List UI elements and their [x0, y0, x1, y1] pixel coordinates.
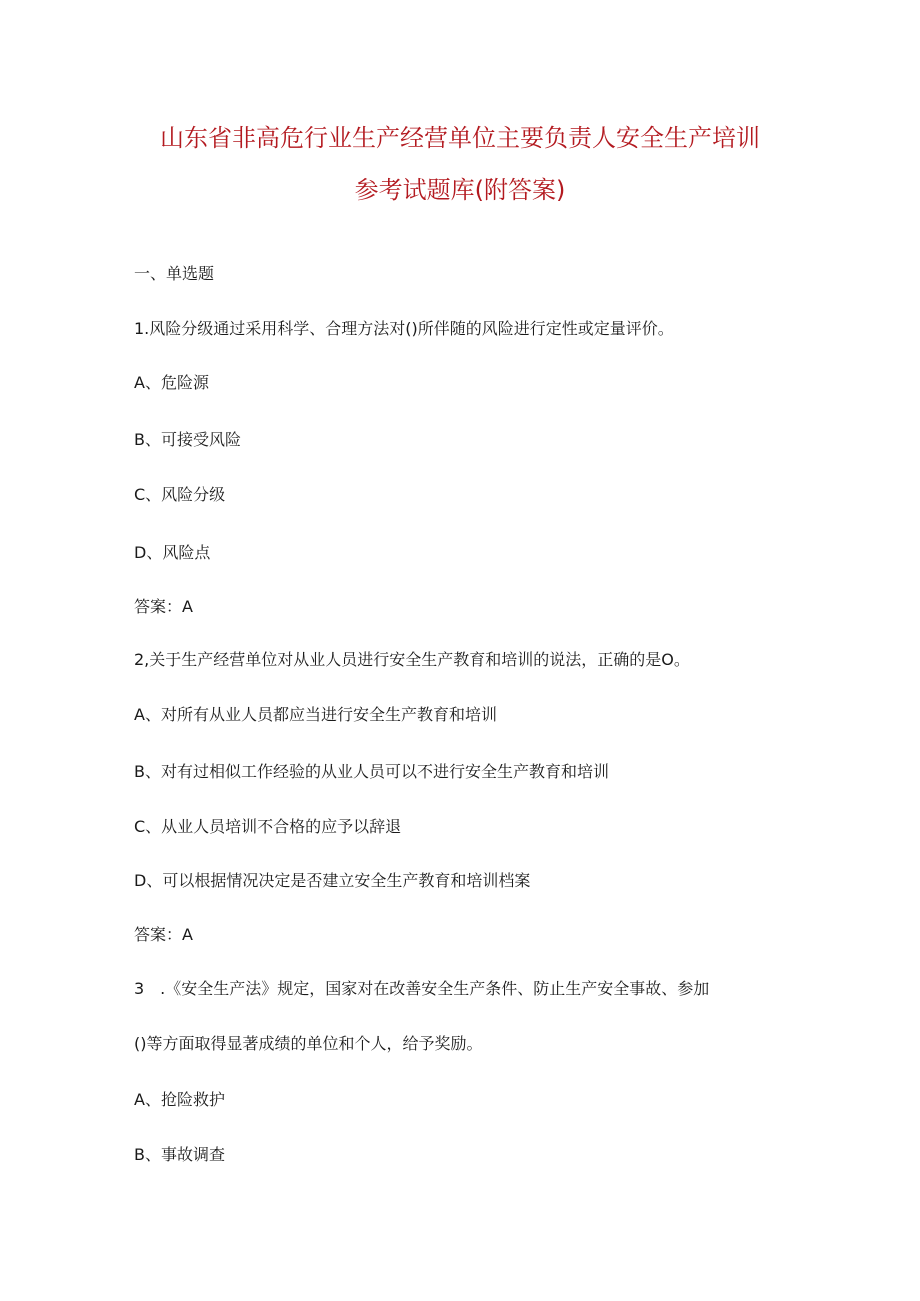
question-2-option-a: A、对所有从业人员都应当进行安全生产教育和培训: [134, 705, 497, 724]
document-title-line-2: 参考试题库(附答案): [354, 176, 566, 204]
question-2-answer: 答案：A: [134, 925, 193, 944]
question-3-stem-line-2: ()等方面取得显著成绩的单位和个人，给予奖励。: [134, 1034, 483, 1053]
question-1-option-d: D、风险点: [134, 543, 211, 562]
question-1-answer: 答案：A: [134, 597, 193, 616]
question-3-option-b: B、事故调查: [134, 1145, 225, 1164]
question-1-option-c: C、风险分级: [134, 485, 226, 504]
question-2-option-c: C、从业人员培训不合格的应予以辞退: [134, 817, 402, 836]
question-1-option-b: B、可接受风险: [134, 430, 241, 449]
question-1-stem: 1.风险分级通过采用科学、合理方法对()所伴随的风险进行定性或定量评价。: [134, 319, 674, 338]
section-heading: 一、单选题: [134, 264, 215, 283]
document-title-line-1: 山东省非高危行业生产经营单位主要负责人安全生产培训: [160, 124, 760, 152]
question-2-stem: 2,关于生产经营单位对从业人员进行安全生产教育和培训的说法，正确的是O。: [134, 650, 690, 669]
question-1-option-a: A、危险源: [134, 373, 209, 392]
question-3-stem-line-1: 3 .《安全生产法》规定，国家对在改善安全生产条件、防止生产安全事故、参加: [134, 979, 710, 998]
question-2-option-b: B、对有过相似工作经验的从业人员可以不进行安全生产教育和培训: [134, 762, 609, 781]
question-2-option-d: D、可以根据情况决定是否建立安全生产教育和培训档案: [134, 871, 531, 890]
question-3-option-a: A、抢险救护: [134, 1090, 225, 1109]
